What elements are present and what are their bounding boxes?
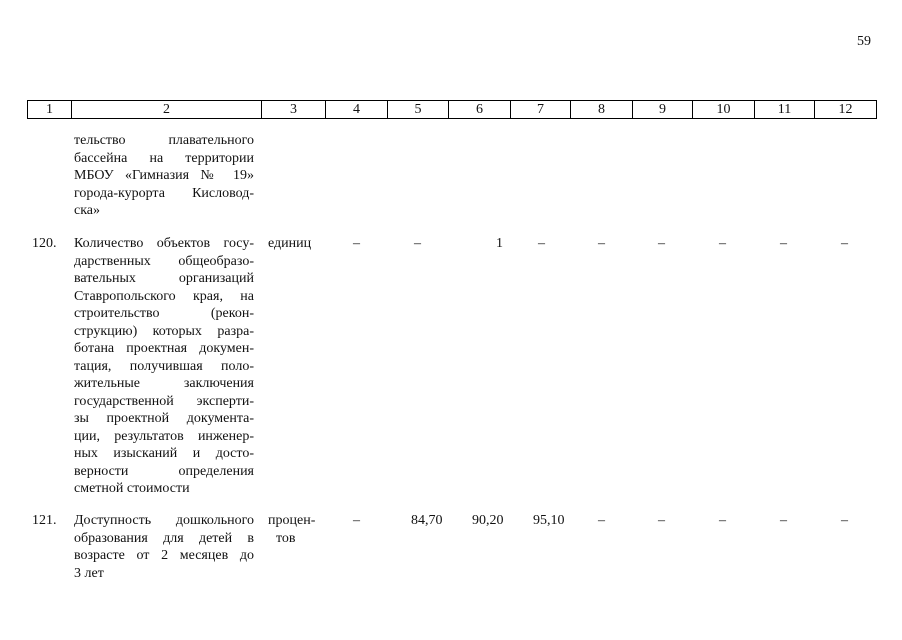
description-line: ботана проектная докумен- [74,341,254,356]
description-line: дарственных общеобразо- [74,253,254,269]
column-header-6: 6 [449,101,511,119]
description-line: тация, получившая поло- [74,358,254,374]
description-line: Доступность дошкольного [74,513,254,528]
description-line: струкцию) которых разра- [74,323,254,339]
description-line: строительство (рекон- [74,306,254,321]
column-header-1: 1 [28,101,72,119]
description-line: сметной стоимости [74,481,190,496]
value-col-10: – [719,236,726,251]
description-line: государственной эксперти- [74,393,254,409]
description-line: верности определения [74,463,254,479]
value-col-7: – [538,236,545,251]
row-unit [268,235,328,253]
description-line: 3 лет [74,565,104,581]
column-header-2: 2 [72,101,262,119]
column-header-5: 5 [388,101,449,119]
row-description [74,512,254,582]
row-number: 121. [32,513,57,528]
description-line: ска» [74,203,101,218]
column-header-11: 11 [755,101,815,119]
description-line: тельство плавательного [74,133,254,148]
page-number: 59 [857,34,871,49]
column-header-10: 10 [693,101,755,119]
row-description [74,235,254,498]
unit-line: единиц [268,236,312,251]
column-header-7: 7 [511,101,571,119]
value-col-6: 90,20 [472,513,504,528]
unit-line: процен- [268,513,316,528]
description-line: Ставропольского края, на [74,288,254,304]
value-col-6: 1 [496,236,503,251]
value-col-8: – [598,236,605,251]
description-line: города-курорта Кисловод- [74,185,254,201]
value-col-11: – [780,513,787,528]
row-number: 120. [32,236,57,251]
row-unit [268,512,328,547]
column-header-8: 8 [571,101,633,119]
column-header-12: 12 [815,101,877,119]
value-col-12: – [841,513,848,528]
value-col-12: – [841,236,848,251]
value-col-4: – [353,236,360,251]
description-line: возрасте от 2 месяцев до [74,548,254,563]
value-col-10: – [719,513,726,528]
column-header-4: 4 [326,101,388,119]
description-line: зы проектной документа- [74,411,254,426]
value-col-9: – [658,236,665,251]
value-col-5: – [414,236,421,251]
description-line: МБОУ «Гимназия № 19» [74,168,254,183]
value-col-4: – [353,513,360,528]
value-col-11: – [780,236,787,251]
column-number-header [27,100,877,119]
continuation-description [74,132,254,220]
description-line: жительные заключения [74,376,254,391]
value-col-9: – [658,513,665,528]
description-line: бассейна на территории [74,150,254,166]
column-header-3: 3 [262,101,326,119]
unit-line: тов [276,530,296,546]
value-col-7: 95,10 [533,513,565,528]
description-line: Количество объектов госу- [74,236,254,251]
value-col-8: – [598,513,605,528]
description-line: вательных организаций [74,271,254,286]
column-header-9: 9 [633,101,693,119]
description-line: ных изысканий и досто- [74,446,254,461]
value-col-5: 84,70 [411,513,443,528]
description-line: ции, результатов инженер- [74,428,254,444]
description-line: образования для детей в [74,530,254,546]
